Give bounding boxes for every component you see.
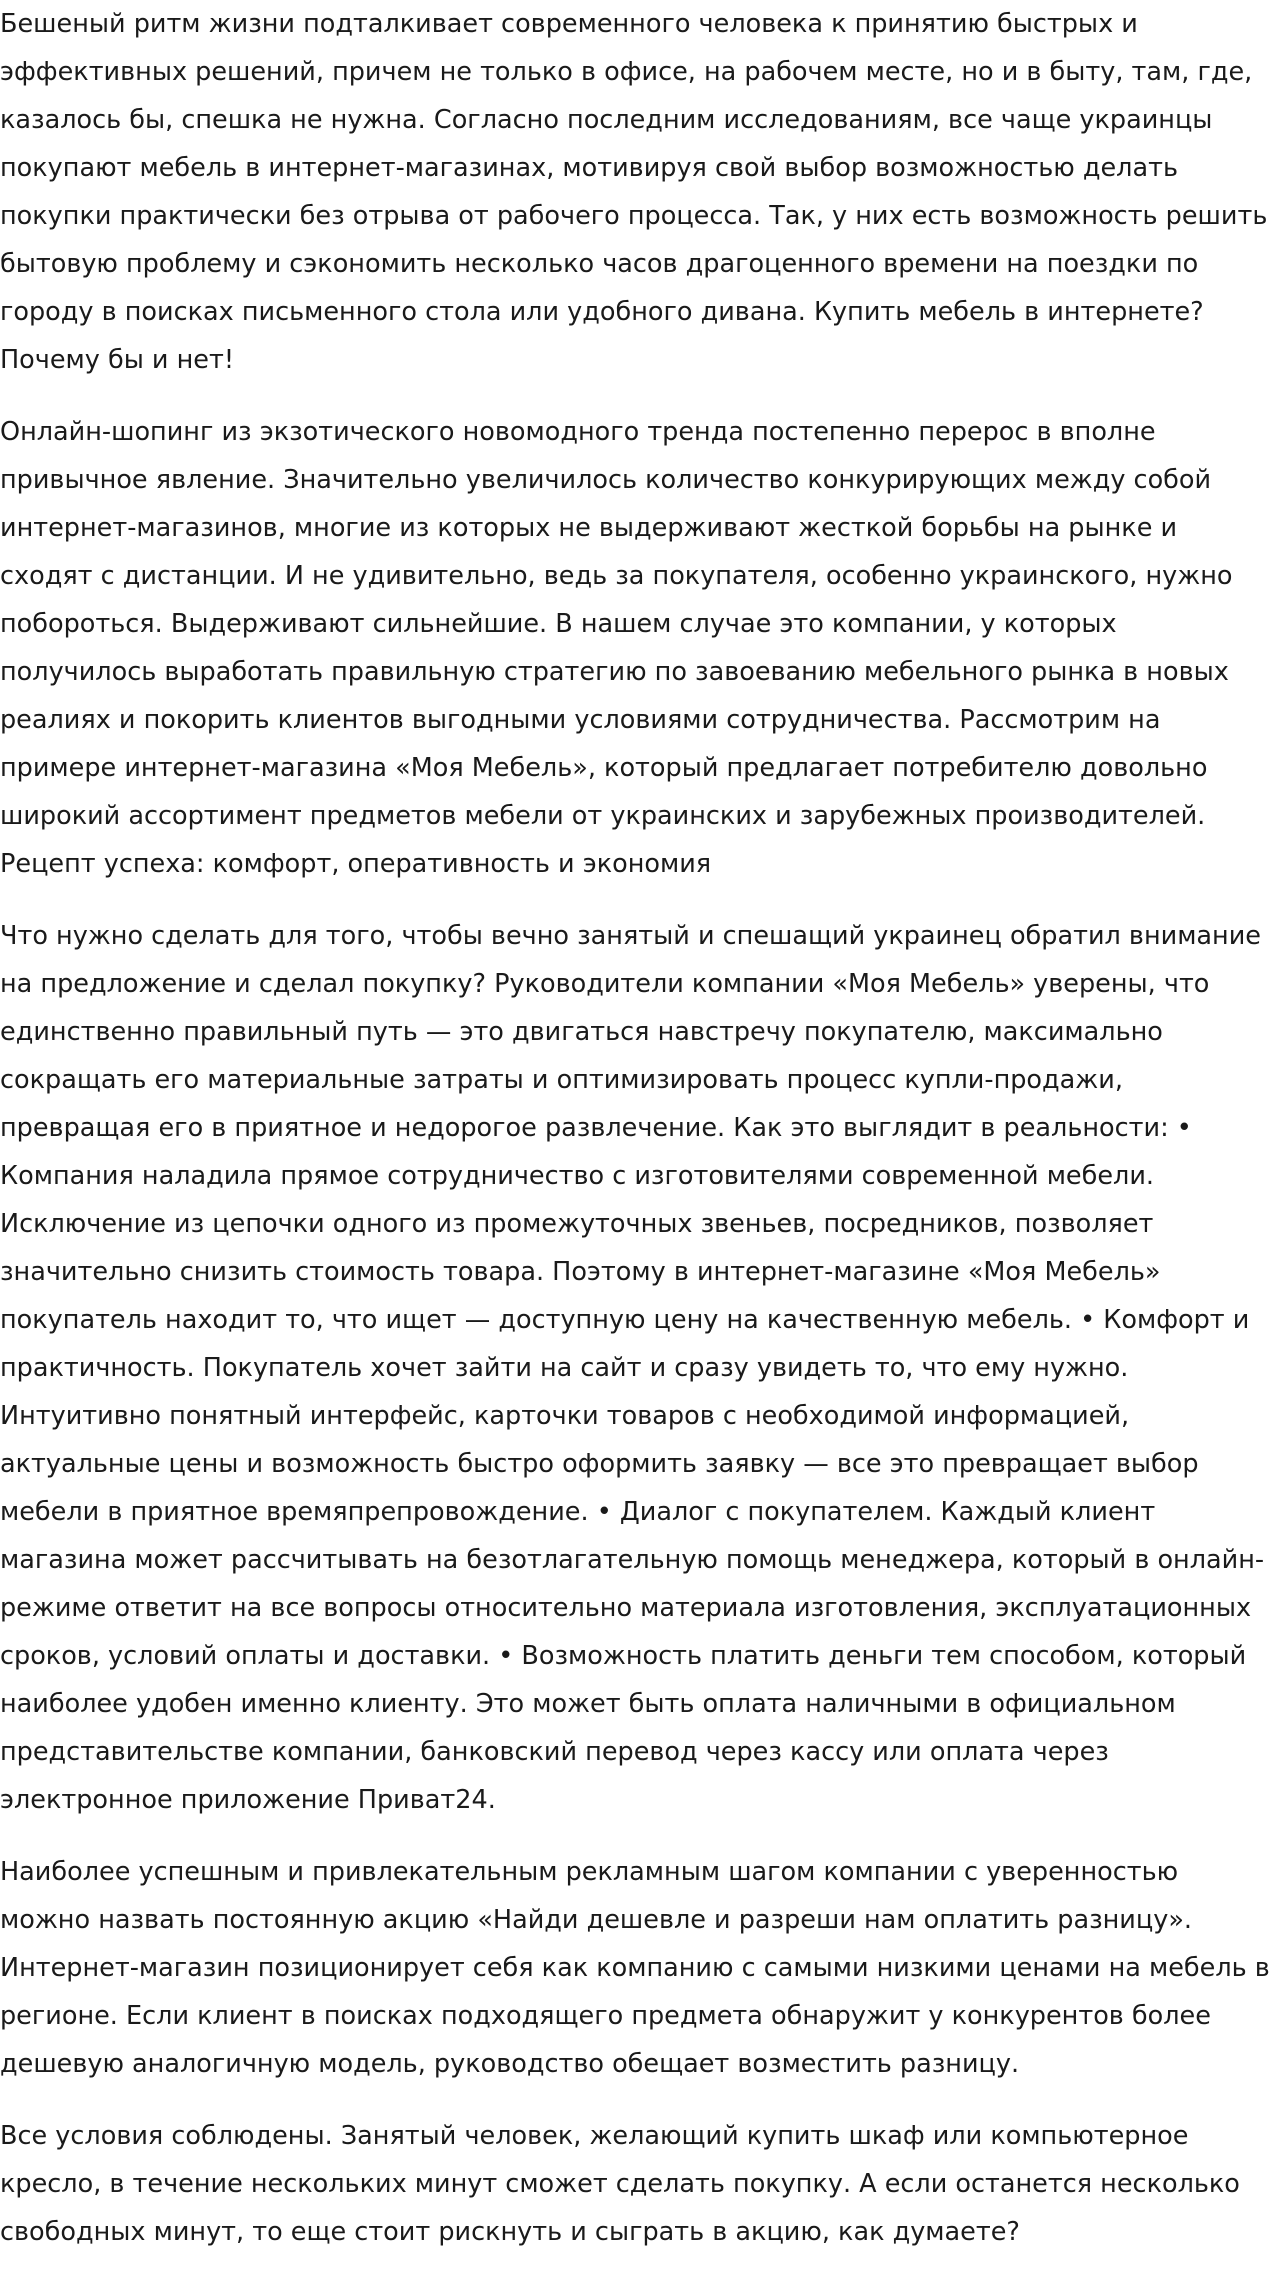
paragraph-online-shopping: Онлайн-шопинг из экзотического новомодного тренда постепенно перерос в вполне привычное явление. Значительно увеличилось количество конкурирующих между собой интернет-магазинов, многие из которых не выдерживают жесткой борьбы на рынке и сходят с дистанции. И не удивительно, ведь за покупателя, особенно украинского, нужно побороться. Выдерживают сильнейшие. В нашем случае это компании, у которых получилось выработать правильную стратегию по завоеванию мебельного рынка в новых реалиях и покорить клиентов выгодными условиями сотрудничества. Рассмотрим на примере интернет-магазина «Моя Мебель», который предлагает потребителю довольно широкий ассортимент предметов мебели от украинских и зарубежных производителей. Рецепт успеха: комфорт, оперативность и экономия — [0, 417, 1233, 879]
paragraph-success-recipe: Что нужно сделать для того, чтобы вечно занятый и спешащий украинец обратил внимание на предложение и сделал покупку? Руководители компании «Моя Мебель» уверены, что единственно правильный путь — это двигаться навстречу покупателю, максимально сокращать его материальные затраты и оптимизировать процесс купли-продажи, превращая его в приятное и недорогое развлечение. Как это выглядит в реальности: • Компания наладила прямое сотрудничество с изготовителями современной мебели. Исключение из цепочки одного из промежуточных звеньев, посредников, позволяет значительно снизить стоимость товара. Поэтому в интернет-магазине «Моя Мебель» покупатель находит то, что ищет — доступную цену на качественную мебель. • Комфорт и практичность. Покупатель хочет зайти на сайт и сразу увидеть то, что ему нужно. Интуитивно понятный интерфейс, карточки товаров с необходимой информацией, актуальные цены и возможность быстро оформить заявку — все это превращает выбор мебели в приятное времяпрепровождение. • Диалог с покупателем. Каждый клиент магазина может рассчитывать на безотлагательную помощь менеджера, который в онлайн-режиме ответит на все вопросы относительно материала изготовления, эксплуатационных сроков, условий оплаты и доставки. • Возможность платить деньги тем способом, который наиболее удобен именно клиенту. Это может быть оплата наличными в официальном представительстве компании, банковский перевод через кассу или оплата через электронное приложение Приват24. — [0, 921, 1265, 1815]
paragraph-conclusion: Все условия соблюдены. Занятый человек, желающий купить шкаф или компьютерное кресло, в течение нескольких минут сможет сделать покупку. А если останется несколько свободных минут, то еще стоит рискнуть и сыграть в акцию, как думаете? — [0, 2121, 1240, 2247]
paragraph-promo-action: Наиболее успешным и привлекательным рекламным шагом компании с уверенностью можно назвать постоянную акцию «Найди дешевле и разреши нам оплатить разницу». Интернет-магазин позиционирует себя как компанию с самыми низкими ценами на мебель в регионе. Если клиент в поисках подходящего предмета обнаружит у конкурентов более дешевую аналогичную модель, руководство обещает возместить разницу. — [0, 1857, 1270, 2079]
paragraph-intro: Бешеный ритм жизни подталкивает современного человека к принятию быстрых и эффективных решений, причем не только в офисе, на рабочем месте, но и в быту, там, где, казалось бы, спешка не нужна. Согласно последним исследованиям, все чаще украинцы покупают мебель в интернет-магазинах, мотивируя свой выбор возможностью делать покупки практически без отрыва от рабочего процесса. Так, у них есть возможность решить бытовую проблему и сэкономить несколько часов драгоценного времени на поездки по городу в поисках письменного стола или удобного дивана. Купить мебель в интернете? Почему бы и нет! — [0, 9, 1268, 375]
